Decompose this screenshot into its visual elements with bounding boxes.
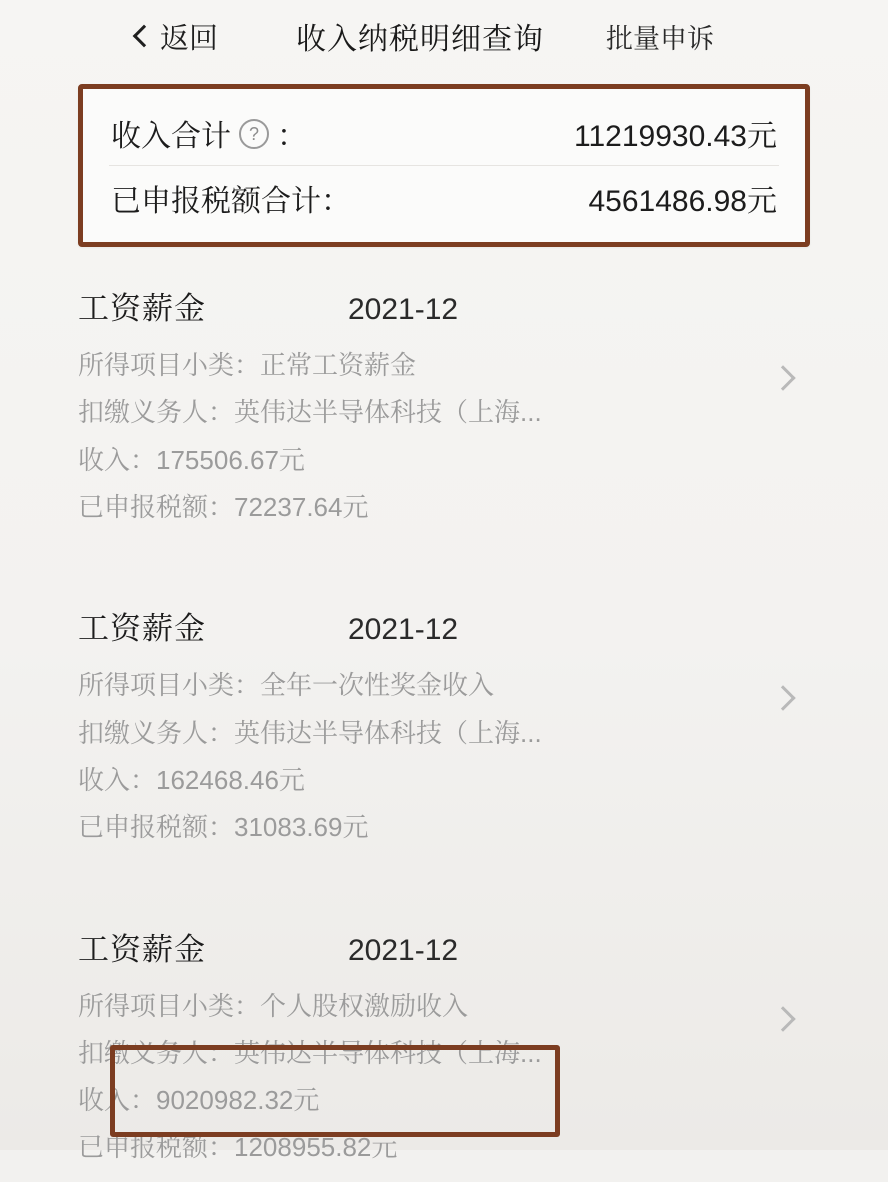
income-total-colon: ： bbox=[277, 120, 307, 153]
record-withholder-value: 英伟达半导体科技（上海... bbox=[234, 397, 542, 428]
record-tax-label: 已申报税额： bbox=[78, 1132, 235, 1163]
record-tax bbox=[78, 1124, 810, 1171]
record-income-value: 162468.46元 bbox=[156, 764, 305, 795]
record-subtype bbox=[78, 662, 810, 709]
list-item[interactable] bbox=[0, 273, 888, 541]
record-list bbox=[0, 273, 888, 1182]
app-header bbox=[0, 0, 888, 72]
record-subtype-label: 所得项目小类： bbox=[78, 990, 261, 1021]
summary-row-income bbox=[83, 101, 805, 165]
record-date: 2021-12 bbox=[348, 933, 459, 967]
record-withholder bbox=[78, 1030, 810, 1077]
record-withholder-label: 扣缴义务人： bbox=[78, 1037, 235, 1068]
chevron-left-icon bbox=[133, 25, 156, 48]
record-tax-value: 72237.64元 bbox=[234, 491, 369, 522]
record-tax-value: 1208955.82元 bbox=[234, 1132, 398, 1163]
list-item[interactable] bbox=[0, 914, 888, 1182]
record-subtype bbox=[78, 983, 810, 1030]
record-tax-label: 已申报税额： bbox=[78, 491, 235, 522]
record-income bbox=[78, 757, 810, 804]
page-title: 收入纳税明细查询 bbox=[296, 23, 545, 56]
record-income bbox=[78, 1077, 810, 1124]
record-withholder bbox=[78, 710, 810, 757]
record-tax bbox=[78, 484, 810, 531]
back-button[interactable] bbox=[136, 16, 218, 57]
record-withholder-value: 英伟达半导体科技（上海... bbox=[234, 717, 542, 748]
record-income-label: 收入： bbox=[78, 1085, 157, 1116]
record-title: 工资薪金 bbox=[78, 291, 206, 326]
record-title: 工资薪金 bbox=[78, 931, 206, 967]
summary-card bbox=[78, 84, 810, 247]
record-subtype-value: 个人股权激励收入 bbox=[260, 990, 469, 1021]
record-subtype-value: 全年一次性奖金收入 bbox=[260, 670, 495, 701]
list-separator bbox=[0, 862, 888, 914]
record-income bbox=[78, 437, 810, 484]
record-header bbox=[78, 283, 810, 328]
record-income-value: 175506.67元 bbox=[156, 444, 305, 475]
question-mark-icon[interactable]: ? bbox=[239, 119, 269, 149]
record-date: 2021-12 bbox=[348, 613, 459, 647]
record-subtype-value: 正常工资薪金 bbox=[260, 350, 417, 380]
record-subtype-label: 所得项目小类： bbox=[78, 670, 261, 701]
list-separator bbox=[0, 541, 888, 593]
tax-total-label: 已申报税额合计： bbox=[111, 185, 351, 218]
record-withholder-label: 扣缴义务人： bbox=[78, 717, 235, 748]
record-title: 工资薪金 bbox=[78, 611, 206, 647]
record-withholder-value: 英伟达半导体科技（上海... bbox=[234, 1037, 542, 1068]
back-label: 返回 bbox=[160, 22, 219, 55]
record-amounts bbox=[78, 1077, 810, 1172]
tax-total-value: 4561486.98元 bbox=[588, 185, 777, 218]
record-header bbox=[78, 603, 810, 648]
record-withholder-label: 扣缴义务人： bbox=[78, 397, 235, 428]
record-header bbox=[78, 924, 810, 969]
record-subtype bbox=[78, 342, 810, 389]
record-tax-value: 31083.69元 bbox=[234, 812, 369, 843]
record-income-label: 收入： bbox=[78, 764, 157, 795]
record-income-value: 9020982.32元 bbox=[156, 1085, 320, 1116]
income-total-label bbox=[111, 111, 307, 155]
income-total-value: 11219930.43元 bbox=[574, 120, 777, 153]
record-tax-label: 已申报税额： bbox=[78, 812, 235, 843]
record-income-label: 收入： bbox=[78, 444, 157, 475]
record-withholder bbox=[78, 389, 810, 436]
list-item[interactable] bbox=[0, 593, 888, 861]
record-tax bbox=[78, 804, 810, 851]
batch-appeal-button[interactable]: 批量申诉 bbox=[606, 23, 715, 54]
record-subtype-label: 所得项目小类： bbox=[78, 350, 261, 380]
income-total-text: 收入合计 bbox=[111, 120, 231, 153]
record-date: 2021-12 bbox=[348, 293, 459, 326]
summary-section bbox=[78, 84, 810, 247]
summary-row-tax bbox=[83, 166, 805, 230]
